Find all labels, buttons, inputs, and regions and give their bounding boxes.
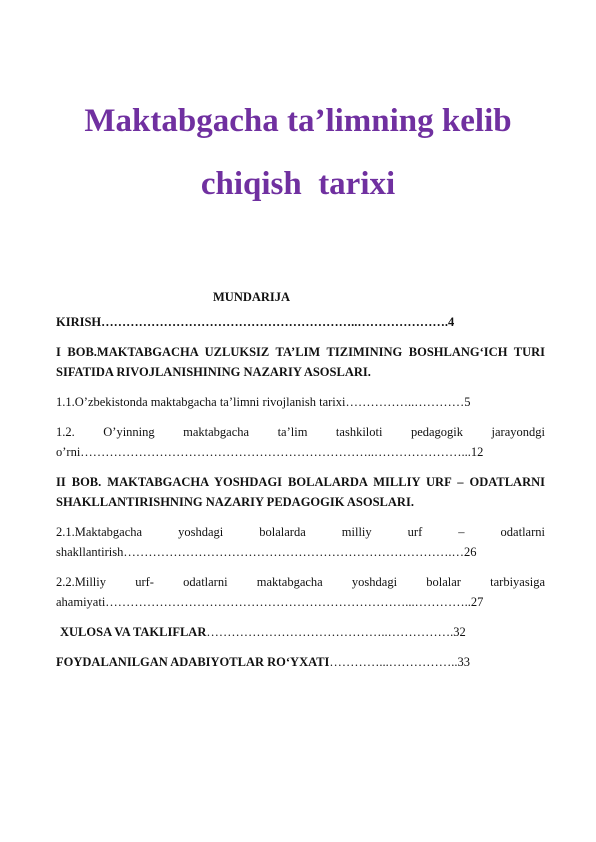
toc-entry-chapter-2: II BOB. MAKTABGACHA YOSHDAGI BOLALARDA MILLIY URF – ODATLARNI SHAKLLANTIRISHNING NAZARIY PEDAGOGIK ASOSLARI.	[56, 475, 545, 509]
toc-entry-2-1-line-1: 2.1.Maktabgacha yoshdagi bolalarda milliy urf – odatlarni	[56, 525, 545, 539]
toc-entry-1-1: 1.1.O’zbekistonda maktabgacha ta’limni rivojlanish tarixi……………..…………5	[56, 395, 471, 409]
toc-entry-1-2-line-2: o’rni……………………………………………………………..…………………...12	[56, 445, 484, 459]
toc-entry-references-page: …………...……………..33	[329, 655, 471, 669]
title-line-2: chiqish tarixi	[200, 166, 396, 202]
toc-entry-references	[56, 652, 545, 672]
toc-entry-2-2-line-2: ahamiyati………………………………………………………………...…………..27	[56, 595, 484, 609]
toc-entry-2-1-line-2: shakllantirish…………………………………………………………………….…26	[56, 545, 477, 559]
document-title	[40, 90, 556, 216]
toc-entry-references-title: FOYDALANILGAN ADABIYOTLAR RO‘YXATI	[56, 655, 330, 669]
toc-entry-2-1	[56, 522, 545, 562]
toc-heading: MUNDARIJA	[213, 290, 291, 304]
table-of-contents	[56, 312, 545, 682]
toc-entry-1-2	[56, 422, 545, 462]
title-line-1: Maktabgacha ta’limning kelib	[84, 103, 512, 139]
toc-entry-2-2-line-1: 2.2.Milliy urf- odatlarni maktabgacha yoshdagi bolalar tarbiyasiga	[56, 575, 545, 589]
toc-entry-conclusion-title: XULOSA VA TAKLIFLAR	[60, 625, 207, 639]
toc-entry-kirish: KIRISH……………………………………………………..………………….4	[56, 315, 455, 329]
toc-entry-1-2-line-1: 1.2. O’yinning maktabgacha ta’lim tashkiloti pedagogik jarayondgi	[56, 425, 545, 439]
toc-entry-chapter-1: I BOB.MAKTABGACHA UZLUKSIZ TA’LIM TIZIMINING BOSHLANG‘ICH TURI SIFATIDA RIVOJLANISHINING NAZARIY ASOSLARI.	[56, 345, 545, 379]
toc-entry-conclusion-page: ……………………………………..…………….32	[206, 625, 466, 639]
toc-entry-2-2	[56, 572, 545, 612]
toc-entry-conclusion	[56, 622, 545, 642]
